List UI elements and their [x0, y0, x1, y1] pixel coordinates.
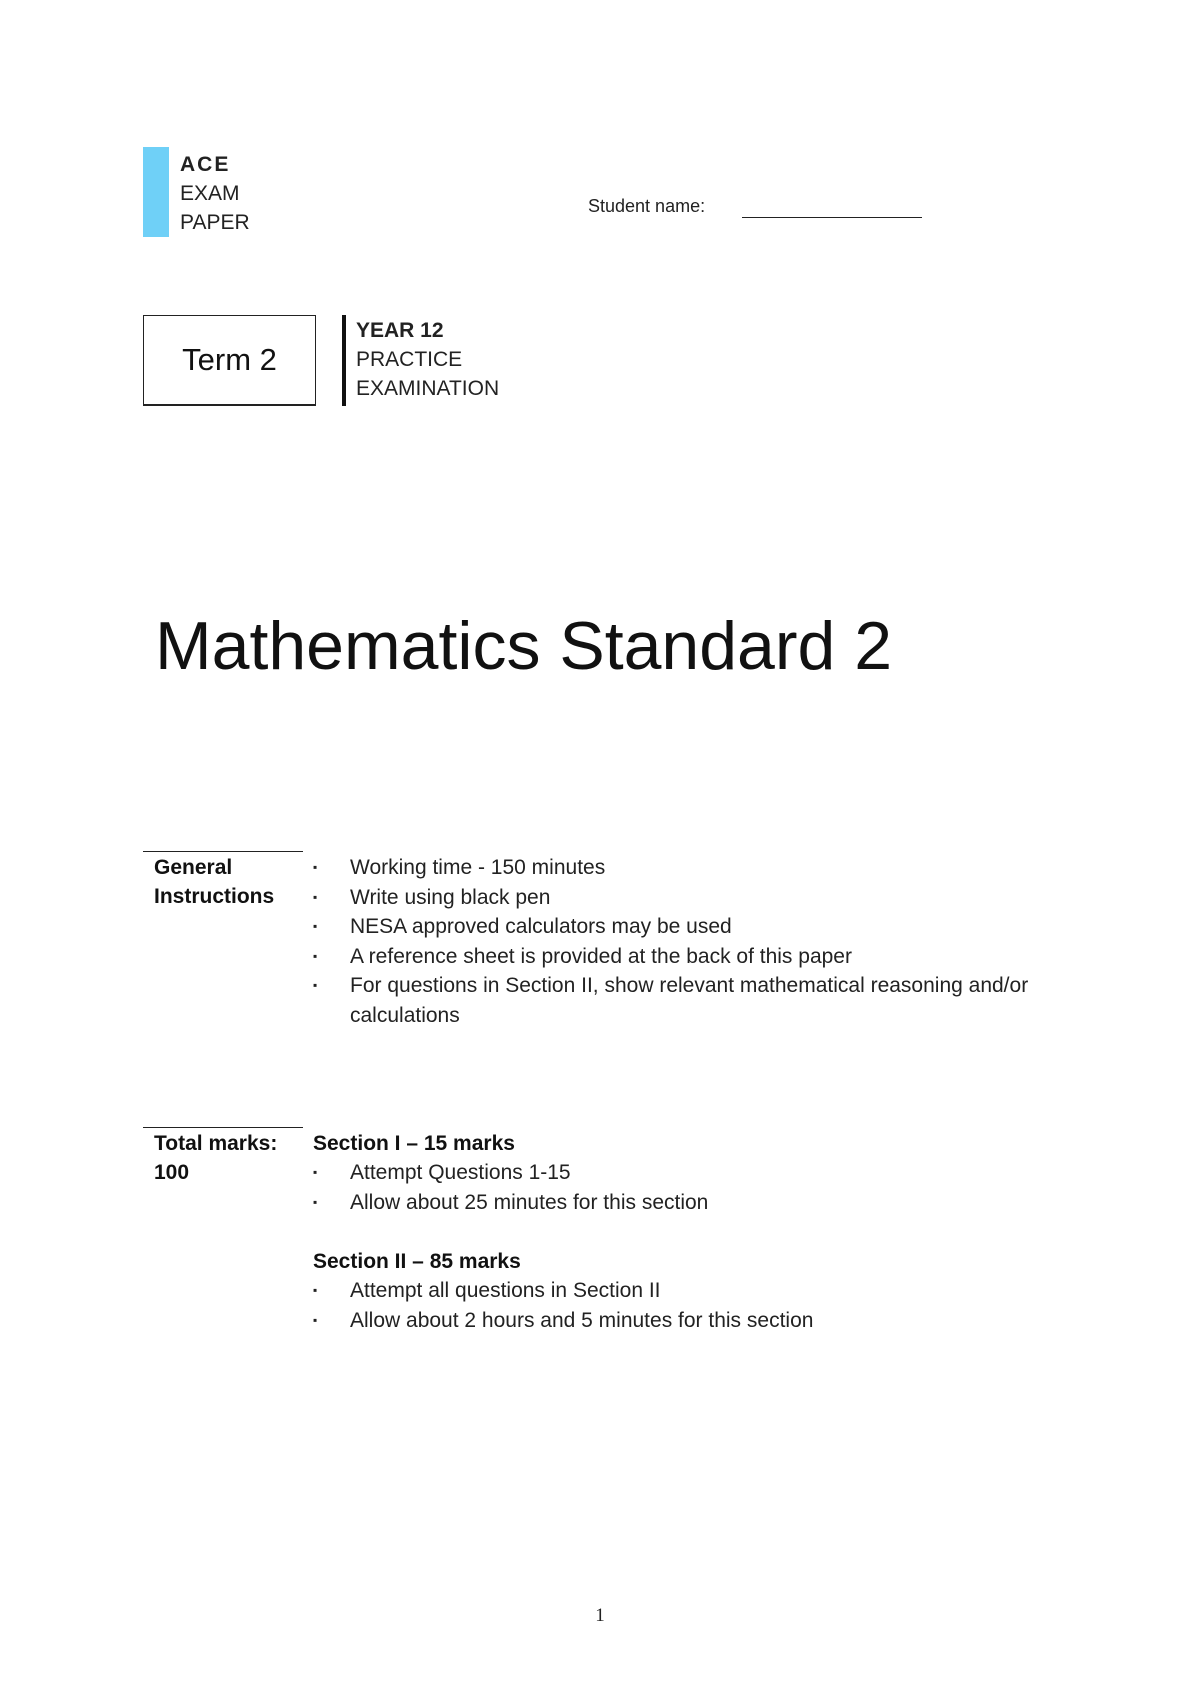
exam-practice: PRACTICE — [356, 348, 463, 371]
student-name-label: Student name: — [588, 196, 706, 216]
logo-line-ace: ACE — [180, 153, 231, 176]
logo-line-paper: PAPER — [180, 211, 250, 234]
list-item: ▪ Allow about 2 hours and 5 minutes for this section — [313, 1306, 1033, 1336]
exam-type — [356, 316, 499, 403]
exam-year: YEAR 12 — [356, 319, 444, 342]
section2-list — [313, 1276, 1033, 1335]
list-item: ▪ Allow about 25 minutes for this section — [313, 1188, 1033, 1218]
general-instructions-list — [313, 853, 1033, 1030]
total-marks-rule — [143, 1127, 303, 1128]
section1-list — [313, 1158, 1033, 1217]
list-item: ▪ Attempt all questions in Section II — [313, 1276, 1033, 1306]
list-item: ▪ For questions in Section II, show relevant mathematical reasoning and/or calculations — [313, 971, 1033, 1030]
general-instructions-heading — [154, 853, 294, 911]
general-instructions-rule — [143, 851, 303, 852]
exam-type-bar — [342, 315, 346, 406]
total-marks-heading-line1: Total marks: — [154, 1132, 278, 1155]
section2-heading: Section II – 85 marks — [313, 1250, 521, 1273]
list-item: ▪ Write using black pen — [313, 883, 1033, 913]
term-box — [143, 315, 316, 406]
list-item: ▪ NESA approved calculators may be used — [313, 912, 1033, 942]
list-item: ▪ A reference sheet is provided at the back of this paper — [313, 942, 1033, 972]
term-label: Term 2 — [182, 342, 277, 377]
list-item: ▪ Attempt Questions 1-15 — [313, 1158, 1033, 1188]
logo-accent-bar — [143, 147, 169, 237]
total-marks-heading — [154, 1129, 294, 1187]
logo-line-exam: EXAM — [180, 182, 240, 205]
page-number: 1 — [595, 1605, 605, 1626]
page-title: Mathematics Standard 2 — [155, 608, 893, 684]
list-item: ▪ Working time - 150 minutes — [313, 853, 1033, 883]
student-name-field[interactable] — [742, 217, 922, 218]
total-marks-value: 100 — [154, 1161, 190, 1184]
logo-text — [180, 150, 250, 237]
section1-heading: Section I – 15 marks — [313, 1132, 515, 1155]
general-instructions-heading-line1: General — [154, 856, 233, 879]
exam-examination: EXAMINATION — [356, 377, 500, 400]
general-instructions-heading-line2: Instructions — [154, 885, 275, 908]
